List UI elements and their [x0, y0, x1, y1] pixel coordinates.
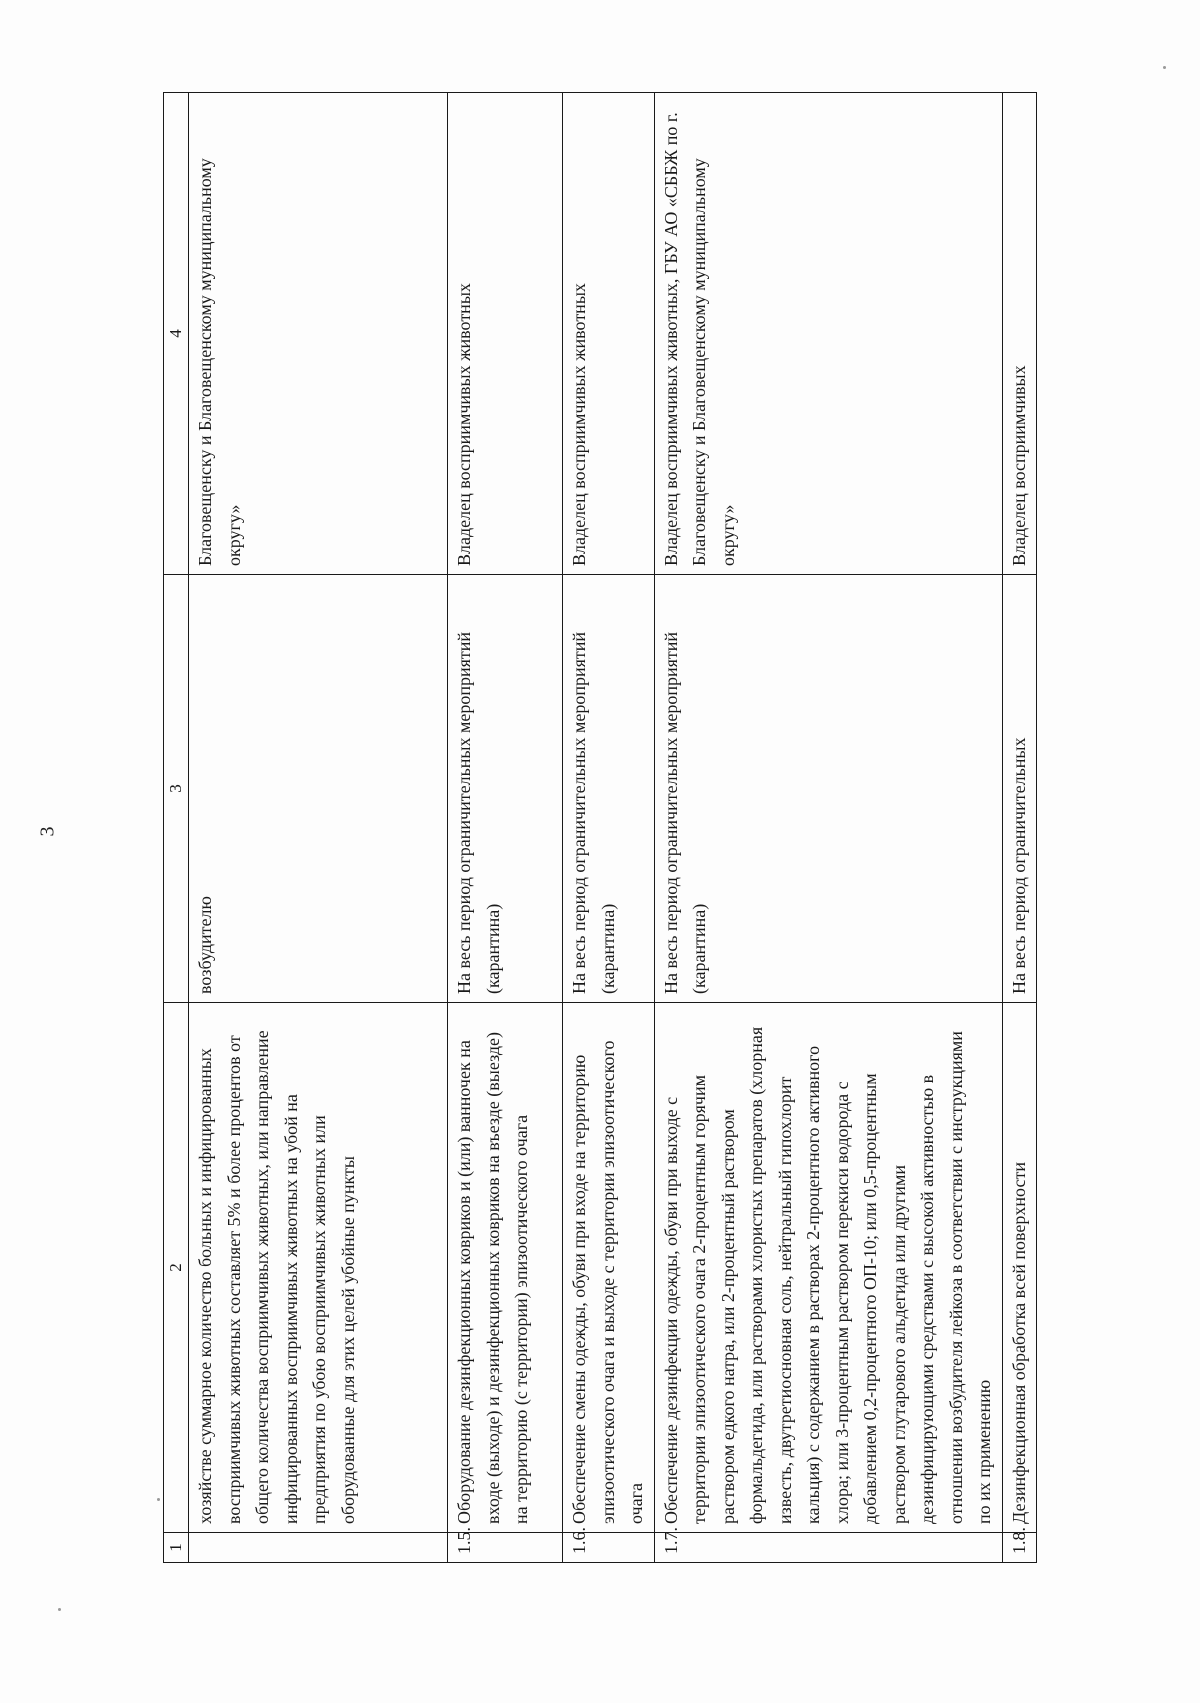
- row-measure: Обеспечение смены одежды, обуви при входе на территорию эпизоотического очага и выходе с территории эпизоотического очага: [563, 1003, 655, 1533]
- row-measure: Оборудование дезинфекционных ковриков и (или) ванночек на входе (выходе) и дезинфекционных ковриков на въезде (выезде) на территорию (с территории) эпизоотического очага: [448, 1003, 563, 1533]
- header-col-1: 1: [164, 1533, 189, 1563]
- rotated-table-wrapper: [163, 93, 1029, 1563]
- row-term: На весь период ограничительных мероприятий (карантина): [563, 575, 655, 1003]
- row-term: На весь период ограничительных: [1002, 575, 1037, 1003]
- table-row: [654, 93, 1002, 1563]
- header-col-3: 3: [164, 575, 189, 1003]
- row-responsible: Владелец восприимчивых животных: [563, 93, 655, 575]
- row-term: возбудителю: [189, 575, 448, 1003]
- row-measure: Обеспечение дезинфекции одежды, обуви при выходе с территории эпизоотического очага 2-процентным горячим раствором едкого натра, или 2-процентный раствором формальдегида, или растворами хлористых препаратов (хлорная известь, двутретиосновная соль, нейтральный гипохлорит кальция) с содержанием в растворах 2-процентного активного хлора; или 3-процентным раствором перекиси водорода с добавлением 0,2-процентного ОП-10; или 0,5-процентным раствором глутарового альдегида или другими дезинфицирующими средствами с высокой активностью в отношении возбудителя лейкоза в соответствии с инструкциями по их применению: [654, 1003, 1002, 1533]
- table-header-row: [164, 93, 189, 1563]
- row-responsible: Владелец восприимчивых животных: [448, 93, 563, 575]
- row-number: 1.8.: [1002, 1533, 1037, 1563]
- row-number: 1.6.: [563, 1533, 655, 1563]
- header-col-4: 4: [164, 93, 189, 575]
- measures-table: [163, 92, 1037, 1563]
- header-col-2: 2: [164, 1003, 189, 1533]
- table-row: [189, 93, 448, 1563]
- table-row: [448, 93, 563, 1563]
- row-measure: Дезинфекционная обработка всей поверхности: [1002, 1003, 1037, 1533]
- table-row: [1002, 93, 1037, 1563]
- row-number: [189, 1533, 448, 1563]
- row-measure: хозяйстве суммарное количество больных и инфицированных восприимчивых животных составляет 5% и более процентов от общего количества восприимчивых животных, или направление инфицированных восприимчивых животных на убой на предприятия по убою восприимчивых животных или оборудованные для этих целей убойные пункты: [189, 1003, 448, 1533]
- page-number: 3: [36, 826, 59, 837]
- scan-speck: [157, 1498, 160, 1501]
- row-number: 1.5.: [448, 1533, 563, 1563]
- row-term: На весь период ограничительных мероприятий (карантина): [448, 575, 563, 1003]
- table-row: [563, 93, 655, 1563]
- row-responsible: Владелец восприимчивых животных, ГБУ АО «СББЖ по г. Благовещенску и Благовещенскому муниципальному округу»: [654, 93, 1002, 575]
- row-term: На весь период ограничительных мероприятий (карантина): [654, 575, 1002, 1003]
- row-number: 1.7.: [654, 1533, 1002, 1563]
- row-responsible: Владелец восприимчивых: [1002, 93, 1037, 575]
- scan-speck: [1163, 66, 1166, 69]
- row-responsible: Благовещенску и Благовещенскому муниципальному округу»: [189, 93, 448, 575]
- scan-speck: [58, 1608, 61, 1611]
